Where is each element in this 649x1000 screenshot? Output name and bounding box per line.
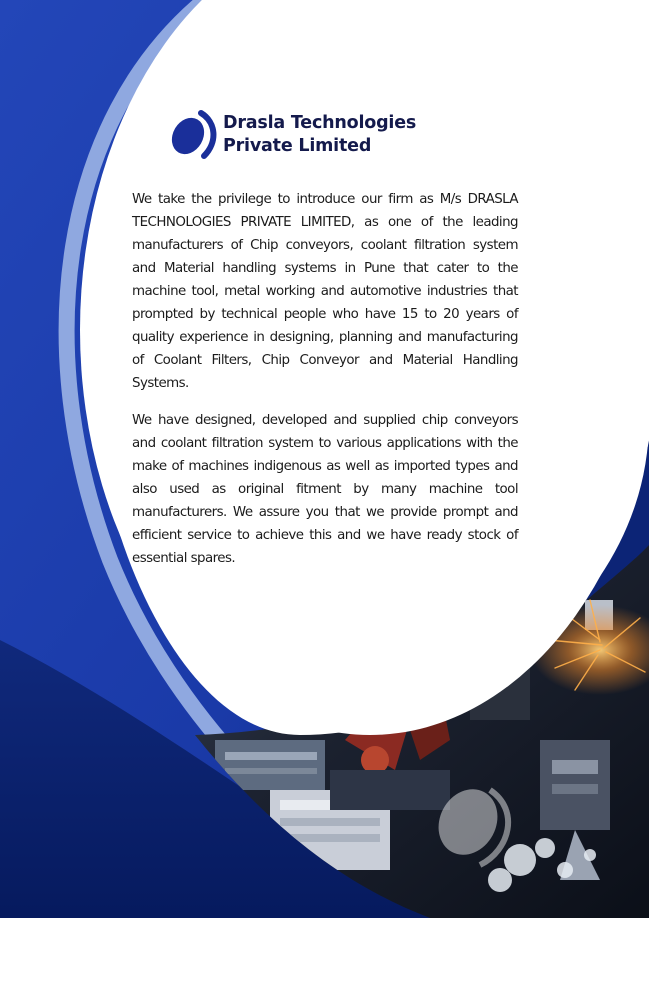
company-name-line1: Drasla Technologies	[223, 113, 417, 133]
introduction-text	[132, 188, 518, 570]
intro-paragraph-1: We take the privilege to introduce our firm as M/s DRASLA TECHNOLOGIES PRIVATE LIMITED, as one of the leading manufacturers of Chip conveyors, coolant filtration system and Material handling systems in Pune that cater to the machine tool, metal working and automotive industries that prompted by technical people who have 15 to 20 years of quality experience in designing, planning and manufacturing of Coolant Filters, Chip Conveyor and Material Handling Systems.	[132, 192, 518, 391]
company-logo	[168, 108, 428, 164]
company-name-line2: Private Limited	[223, 136, 372, 156]
drasla-crescent-logo-icon	[168, 108, 220, 162]
intro-paragraph-2: We have designed, developed and supplied chip conveyors and coolant filtration system to various applications with the make of machines indigenous as well as imported types and also used as original fitment by many machine tool manufacturers. We assure you that we provide prompt and efficient service to achieve this and we have ready stock of essential spares.	[132, 413, 518, 566]
company-name	[223, 112, 416, 158]
